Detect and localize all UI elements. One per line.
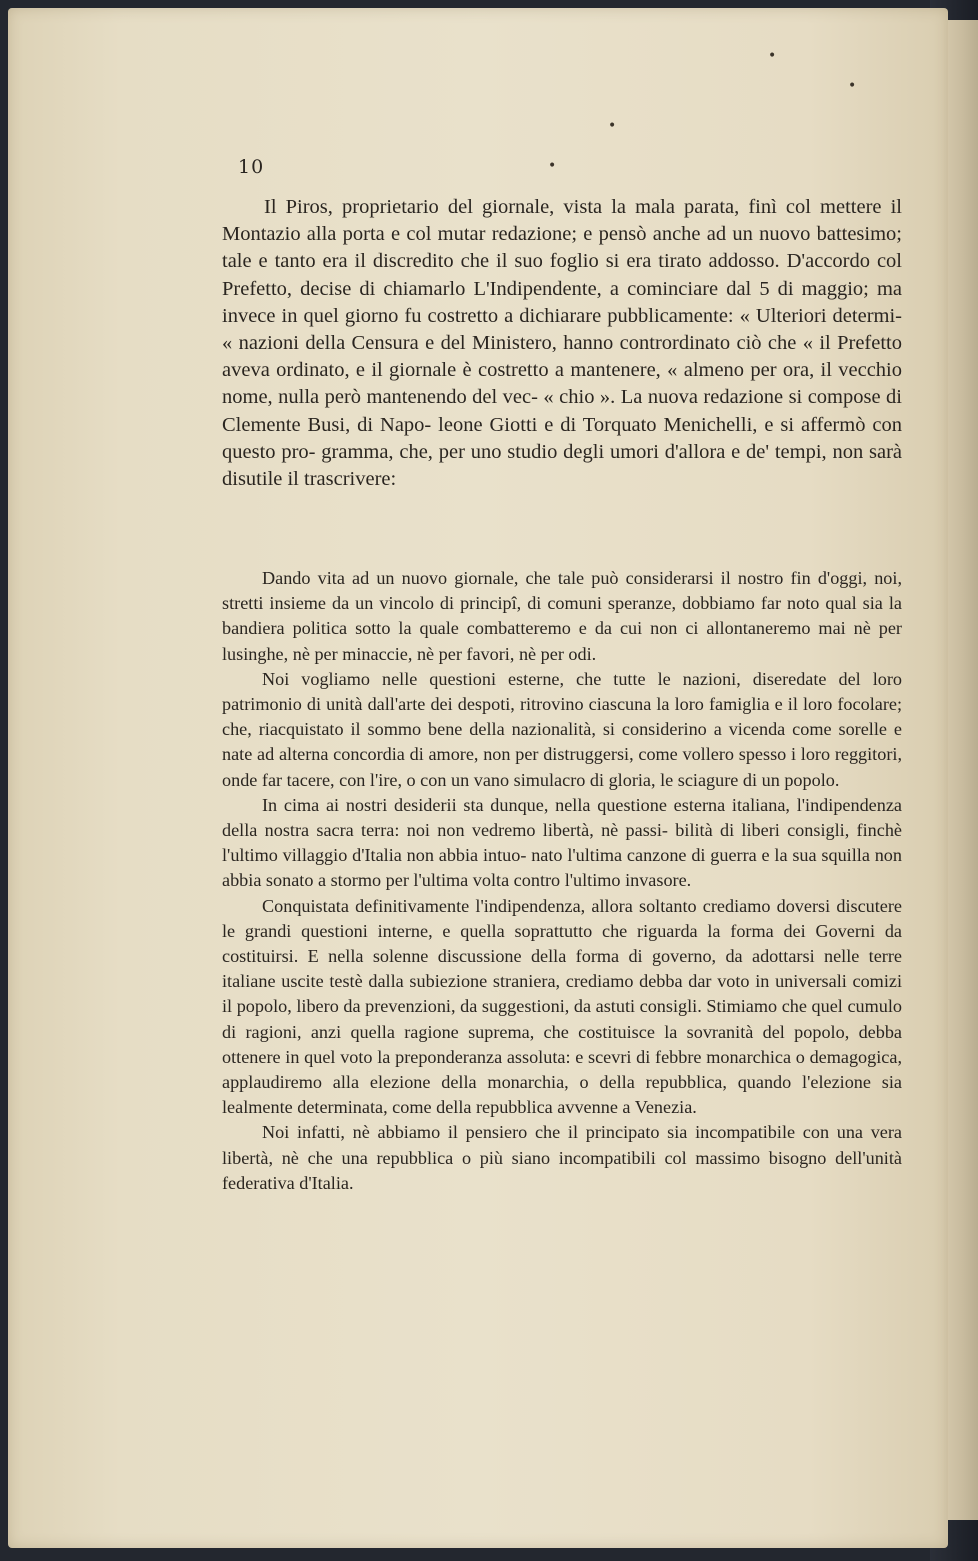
body-text — [222, 194, 902, 493]
paper-speck: • — [608, 118, 617, 134]
quote-paragraph: Conquistata definitivamente l'indipendenza, allora soltanto crediamo doversi discutere le grandi questioni interne, e quella soprattutto che riguarda la forma dei Governi da costituirsi. E nella solenne discussione della forma di governo, da adottarsi nelle terre italiane uscite testè dalla subiezione straniera, crediamo debba dar voto in universali comizi il popolo, libero da prevenzioni, da suggestioni, da astuti consigli. Stimiamo che quel cumulo di ragioni, anzi quella ragione suprema, che costituisce la sovranità del popolo, debba ottenere in quel voto la preponderanza assoluta: e scevri di febbre monarchica o demagogica, applaudiremo alla elezione della monarchia, o della repubblica, quando l'elezione sia lealmente determinata, come della repubblica avvenne a Venezia. — [222, 895, 902, 1118]
paper-speck: • — [548, 158, 557, 174]
quote-paragraph: In cima ai nostri desiderii sta dunque, nella questione esterna italiana, l'indipendenza della nostra sacra terra: noi non vedremo libertà, nè passi- bilità di liberi consigli, finchè l'ultimo villaggio d'Italia non abbia intuo- nato l'ultima canzone di guerra e la sua squilla non abbia sonato a stormo per l'ultima volta contro l'ultimo invasore. — [222, 794, 902, 891]
quote-paragraph: Noi infatti, nè abbiamo il pensiero che il principato sia incompatibile con una vera libertà, nè che una repubblica o più siano incompatibili col massimo bisogno dell'unità federativa d'Italia. — [222, 1122, 902, 1193]
page-number: 10 — [238, 156, 265, 178]
quoted-program — [222, 566, 902, 1196]
paper-speck: • — [848, 78, 857, 94]
quote-paragraph: Dando vita ad un nuovo giornale, che tale può considerarsi il nostro fin d'oggi, noi, stretti insieme da un vincolo di principî, di comuni speranze, dobbiamo far noto qual sia la bandiera politica sotto la quale combatteremo e da cui non ci allontaneremo mai nè per lusinghe, nè per minaccie, nè per favori, nè per odi. — [222, 568, 902, 664]
paper-speck: • — [768, 48, 777, 64]
quote-paragraph: Noi vogliamo nelle questioni esterne, che tutte le nazioni, diseredate del loro patrimonio di unità dall'arte dei despoti, ritrovino ciascuna la loro famiglia e il loro focolare; che, riacquistato il sommo bene della nazionalità, si considerino a vicenda come sorelle e nate ad alterna concordia di amore, non per distruggersi, come vollero spesso i loro reggitori, onde far tacere, con l'ire, o con un vano simulacro di gloria, le sciagure di un popolo. — [222, 668, 902, 790]
body-paragraph: Il Piros, proprietario del giornale, vista la mala parata, finì col mettere il Montazio alla porta e col mutar redazione; e pensò anche ad un nuovo battesimo; tale e tanto era il discredito che il suo foglio si era tirato addosso. D'accordo col Prefetto, decise di chiamarlo L'Indipendente, a cominciare dal 5 di maggio; ma invece in quel giorno fu costretto a dichiarare pubblicamente: « Ulteriori determi- « nazioni della Censura e del Ministero, hanno contrordinato ciò che « il Prefetto aveva ordinato, e il giornale è costretto a mantenere, « almeno per ora, il vecchio nome, nulla però mantenendo del vec- « chio ». La nuova redazione si compose di Clemente Busi, di Napo- leone Giotti e di Torquato Menichelli, e si affermò con questo pro- gramma, che, per uno studio degli umori d'allora e de' tempi, non sarà disutile il trascrivere: — [222, 196, 902, 491]
